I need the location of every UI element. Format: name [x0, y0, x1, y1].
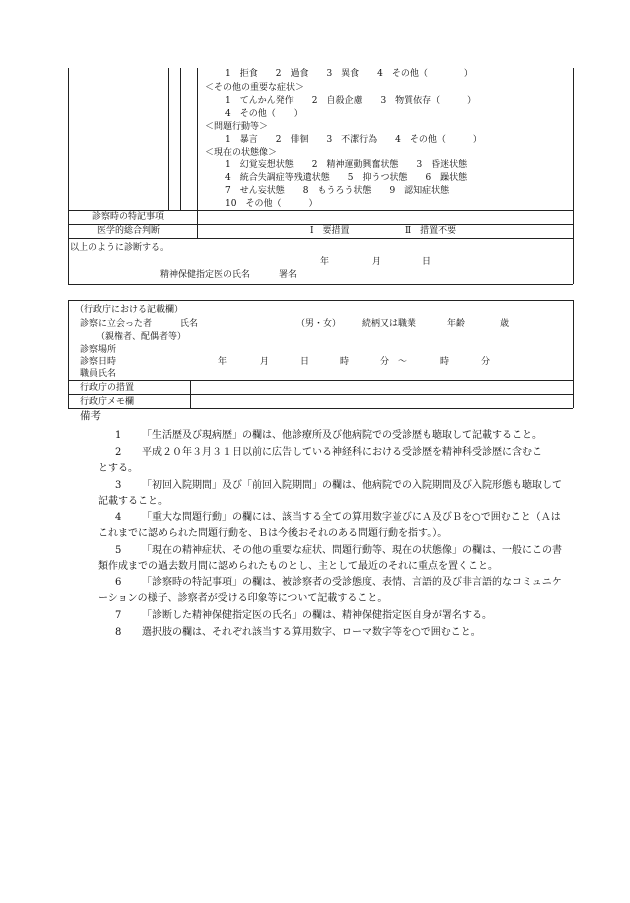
staff-name-label: 職員氏名 — [80, 369, 117, 379]
symptom-row-eating: 1 拒食 2 過食 3 異食 4 その他（ ） — [225, 69, 473, 79]
date-month: 月 — [372, 257, 382, 267]
diagnosis-statement: 以上のように診断する。 — [70, 243, 170, 253]
sign-label: 署名 — [279, 270, 298, 280]
heading-other-symptoms: ＜その他の重要な症状＞ — [205, 83, 305, 93]
dt-minute-end: 分 — [481, 357, 491, 367]
date-year: 年 — [320, 257, 330, 267]
dt-hour: 時 — [340, 357, 350, 367]
heading-behavior: ＜問題行動等＞ — [205, 122, 269, 132]
behavior-row: 1 暴言 2 俳徊 3 不潔行為 4 その他（ ） — [225, 135, 482, 145]
admin-section-title: （行政庁における記載欄） — [75, 305, 184, 315]
symptom-row-other-2: 4 その他（ ） — [225, 109, 303, 119]
attendant-name-label: 氏名 — [180, 319, 199, 329]
dt-minute: 分 — [380, 357, 390, 367]
admin-measure-label: 行政庁の措置 — [80, 383, 135, 393]
attendant-label: 診察に立会った者 — [80, 319, 153, 329]
doctor-name-label: 精神保健指定医の氏名 — [160, 270, 251, 280]
state-row-1: 1 幻覚妄想状態 2 精神運動興奮状態 3 昏迷状態 — [225, 160, 468, 170]
dt-month: 月 — [260, 357, 270, 367]
exam-datetime-label: 診察日時 — [80, 357, 117, 367]
symptom-row-other-1: 1 てんかん発作 2 自殺企慮 3 物質依存（ ） — [225, 96, 477, 106]
judgment-option-required[interactable]: Ⅰ 要措置 — [310, 226, 350, 236]
notes-heading: 備考 — [80, 410, 101, 422]
state-row-2: 4 統合失調症等残遺状態 5 抑うつ状態 6 躁状態 — [225, 173, 468, 183]
dt-year: 年 — [218, 357, 228, 367]
judgment-label: 医学的総合判断 — [97, 226, 161, 236]
attendant-sub-label: （親権者、配偶者等） — [96, 332, 187, 342]
admin-memo-label: 行政庁メモ欄 — [80, 397, 135, 407]
attendant-relation-label: 続柄又は職業 — [362, 319, 417, 329]
attendant-age-label: 年齢 — [447, 319, 466, 329]
special-notes-label: 診察時の特記事項 — [92, 212, 165, 222]
dt-tilde: ～ — [398, 357, 408, 367]
date-day: 日 — [422, 257, 432, 267]
exam-place-label: 診察場所 — [80, 345, 117, 355]
judgment-option-not-required[interactable]: Ⅱ 措置不要 — [405, 226, 457, 236]
state-row-4: 10 その他（ ） — [225, 199, 318, 209]
dt-hour-end: 時 — [440, 357, 450, 367]
dt-day: 日 — [300, 357, 310, 367]
heading-current-state: ＜現在の状態像＞ — [205, 148, 278, 158]
attendant-age-unit: 歳 — [500, 319, 510, 329]
state-row-3: 7 せん妄状態 8 もうろう状態 9 認知症状態 — [225, 186, 450, 196]
attendant-gender[interactable]: （男・女） — [296, 319, 342, 329]
